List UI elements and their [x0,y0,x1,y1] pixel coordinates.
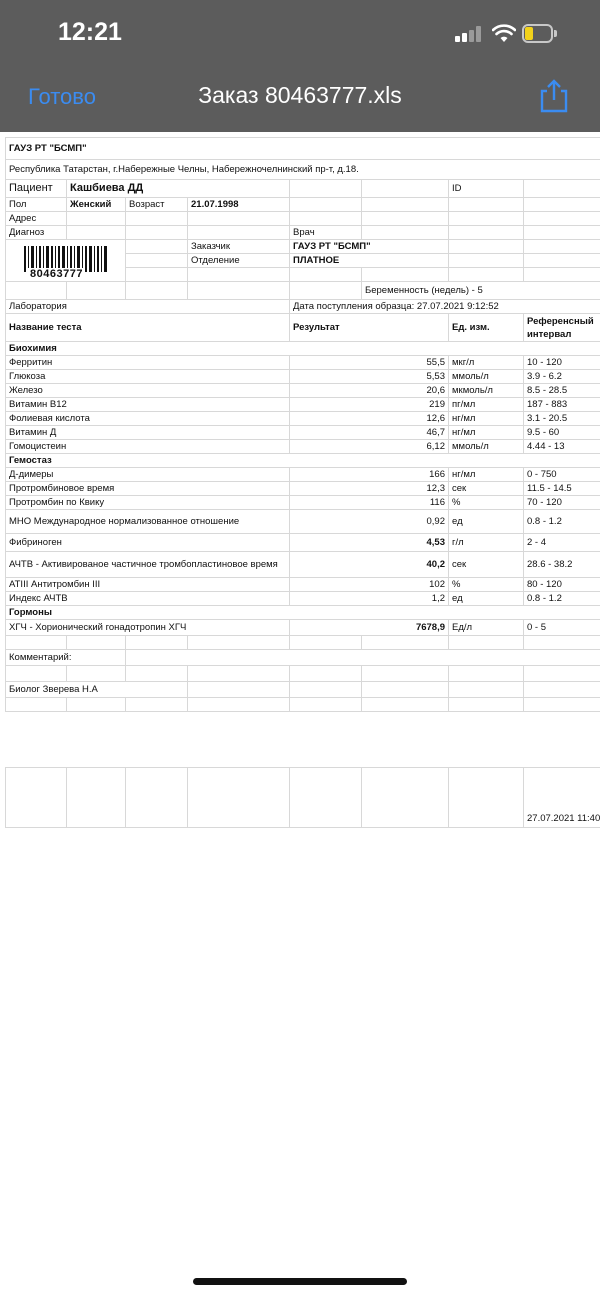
table-row: Фолиевая кислота 12,6 нг/мл 3.1 - 20.5 [6,412,600,426]
table-row: АЧТВ - Активированое частичное тромбопластиновое время 40,2 сек 28.6 - 38.2 [6,552,600,578]
customer-label: Заказчик [188,240,290,254]
table-row: ATIII Антитромбин III 102 % 80 - 120 [6,578,600,592]
department-label: Отделение [188,254,290,268]
org-address: Республика Татарстан, г.Набережные Челны, Набережночелнинский пр-т, д.18. [6,160,600,180]
col-header-unit: Ед. изм. [449,314,524,342]
age-label: Возраст [126,198,188,212]
lab-label: Лаборатория [6,300,290,314]
table-row: Глюкоза 5,53 ммоль/л 3.9 - 6.2 [6,370,600,384]
table-row: МНО Международное нормализованное отношение 0,92 ед 0.8 - 1.2 [6,510,600,534]
biologist-name: Биолог Зверева Н.А [6,682,188,698]
spreadsheet-view[interactable] [0,132,600,1252]
table-row: Ферритин 55,5 мкг/л 10 - 120 [6,356,600,370]
patient-name: Кашбиева ДД [67,180,290,198]
table-row: Витамин Д 46,7 нг/мл 9.5 - 60 [6,426,600,440]
department-value: ПЛАТНОЕ [290,254,449,268]
section-header: Гормоны [6,606,600,620]
id-label: ID [449,180,524,198]
battery-icon [522,24,558,44]
diagnosis-label: Диагноз [6,226,67,240]
comment-label: Комментарий: [6,650,126,666]
sex-value: Женский [67,198,126,212]
table-row: Витамин B12 219 пг/мл 187 - 883 [6,398,600,412]
barcode-number: 80463777 [30,267,83,280]
age-value: 21.07.1998 [188,198,290,212]
document-title: Заказ 80463777.xls [198,82,402,108]
lab-report-table [5,137,600,828]
table-row: Д-димеры 166 нг/мл 0 - 750 [6,468,600,482]
cellular-signal-icon [455,26,483,42]
done-button[interactable]: Готово [28,84,96,109]
table-row: Гомоцистеин 6,12 ммоль/л 4.44 - 13 [6,440,600,454]
patient-label: Пациент [6,180,67,198]
table-row: Фибриноген 4,53 г/л 2 - 4 [6,534,600,552]
status-time: 12:21 [58,18,122,46]
home-indicator[interactable] [193,1278,407,1285]
col-header-test: Название теста [6,314,290,342]
wifi-icon [492,24,516,44]
share-icon[interactable] [538,78,570,114]
org-name: ГАУЗ РТ "БСМП" [6,138,600,160]
section-header: Гемостаз [6,454,600,468]
section-header: Биохимия [6,342,600,356]
pregnancy-weeks: Беременность (недель) - 5 [362,282,600,300]
table-row: Железо 20,6 мкмоль/л 8.5 - 28.5 [6,384,600,398]
col-header-result: Результат [290,314,449,342]
customer-value: ГАУЗ РТ "БСМП" [290,240,449,254]
table-row: ХГЧ - Хорионический гонадотропин ХГЧ 7678,9 Ед/л 0 - 5 [6,620,600,636]
doctor-label: Врач [290,226,362,240]
table-row: Индекс АЧТВ 1,2 ед 0.8 - 1.2 [6,592,600,606]
sample-received: Дата поступления образца: 27.07.2021 9:12:52 [290,300,600,314]
barcode [6,240,126,282]
sex-label: Пол [6,198,67,212]
table-row: Протромбин по Квику 116 % 70 - 120 [6,496,600,510]
navigation-bar [0,0,600,132]
address-label: Адрес [6,212,67,226]
print-date: 27.07.2021 11:40 [524,768,600,828]
table-row: Протромбиновое время 12,3 сек 11.5 - 14.5 [6,482,600,496]
col-header-ref: Референсный интервал [524,314,600,342]
